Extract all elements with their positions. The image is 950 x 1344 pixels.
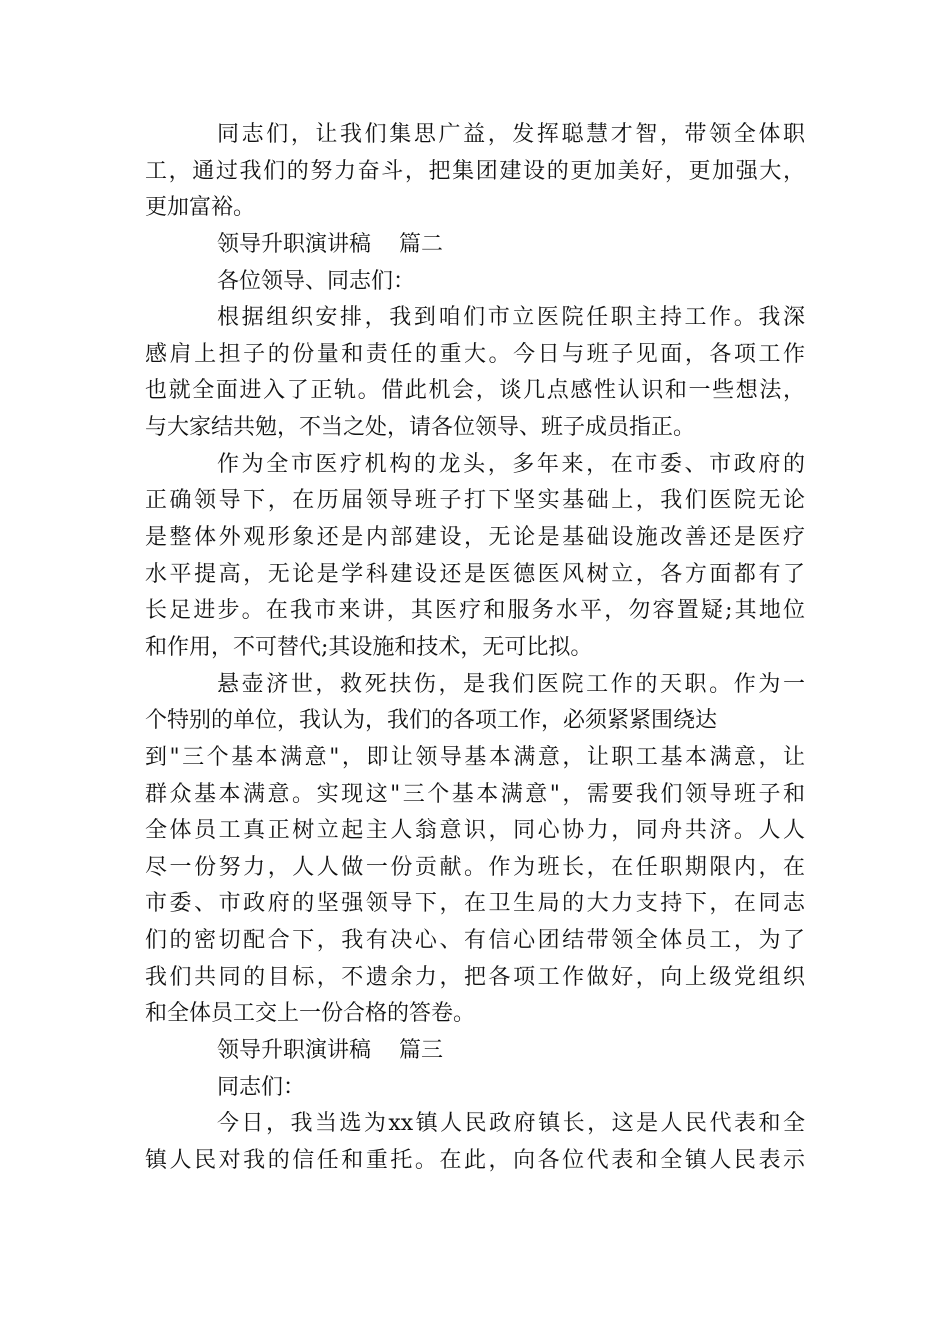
text-line: 悬壶济世，救死扶伤，是我们医院工作的天职。作为一 bbox=[217, 671, 805, 697]
text-line: 和全体员工交上一份合格的答卷。 bbox=[145, 1001, 476, 1027]
text-line: 同志们： bbox=[217, 1074, 306, 1100]
text-line: 和作用，不可替代;其设施和技术，无可比拟。 bbox=[145, 634, 593, 660]
text-line: 尽一份努力，人人做一份贡献。作为班长，在任职期限内，在 bbox=[145, 854, 805, 880]
paragraph bbox=[145, 117, 805, 227]
text-line: 全体员工真正树立起主人翁意识，同心协力，同舟共济。人人 bbox=[145, 818, 805, 844]
section-heading bbox=[145, 1033, 805, 1070]
text-line: 也就全面进入了正轨。借此机会，谈几点感性认识和一些想法， bbox=[145, 378, 805, 404]
text-line: 感肩上担子的份量和责任的重大。今日与班子见面，各项工作 bbox=[145, 341, 805, 367]
text-line: 群众基本满意。实现这"三个基本满意"，需要我们领导班子和 bbox=[145, 781, 805, 807]
paragraph bbox=[145, 447, 805, 667]
heading-title: 领导升职演讲稿 bbox=[217, 231, 372, 257]
text-line: 是整体外观形象还是内部建设，无论是基础设施改善还是医疗 bbox=[145, 525, 805, 551]
paragraph bbox=[145, 300, 805, 447]
text-line: 市委、市政府的坚强领导下，在卫生局的大力支持下，在同志 bbox=[145, 891, 805, 917]
paragraph bbox=[145, 667, 805, 1033]
text-line: 镇人民对我的信任和重托。在此，向各位代表和全镇人民表示 bbox=[145, 1147, 805, 1173]
text-line: 更加富裕。 bbox=[145, 195, 256, 221]
heading-title: 领导升职演讲稿 bbox=[217, 1038, 372, 1064]
heading-part: 篇二 bbox=[399, 231, 444, 257]
salutation bbox=[145, 264, 805, 301]
text-line: 个特别的单位，我认为，我们的各项工作，必须紧紧围绕达 bbox=[145, 708, 718, 734]
text-line: 我们共同的目标，不遗余力，把各项工作做好，向上级党组织 bbox=[145, 964, 805, 990]
text-line: 作为全市医疗机构的龙头，多年来，在市委、市政府的 bbox=[217, 451, 805, 477]
text-line: 同志们，让我们集思广益，发挥聪慧才智，带领全体职 bbox=[217, 122, 805, 147]
text-line: 水平提高，无论是学科建设还是医德医风树立，各方面都有了 bbox=[145, 561, 805, 587]
text-line: 各位领导、同志们： bbox=[217, 268, 416, 294]
text-line: 今日，我当选为xx镇人民政府镇长，这是人民代表和全 bbox=[217, 1111, 805, 1137]
section-heading bbox=[145, 227, 805, 264]
text-line: 根据组织安排，我到咱们市立医院任职主持工作。我深 bbox=[217, 305, 805, 331]
heading-part: 篇三 bbox=[399, 1038, 444, 1064]
paragraph bbox=[145, 1106, 805, 1179]
text-line: 到"三个基本满意"，即让领导基本满意，让职工基本满意，让 bbox=[145, 744, 805, 770]
text-line: 与大家结共勉，不当之处，请各位领导、班子成员指正。 bbox=[145, 415, 696, 441]
salutation bbox=[145, 1070, 805, 1107]
text-line: 们的密切配合下，我有决心、有信心团结带领全体员工，为了 bbox=[145, 928, 805, 954]
text-line: 长足进步。在我市来讲，其医疗和服务水平，勿容置疑;其地位 bbox=[145, 598, 805, 624]
document-page bbox=[145, 117, 805, 1180]
text-line: 工，通过我们的努力奋斗，把集团建设的更加美好，更加强大， bbox=[145, 158, 805, 184]
text-line: 正确领导下，在历届领导班子打下坚实基础上，我们医院无论 bbox=[145, 488, 805, 514]
